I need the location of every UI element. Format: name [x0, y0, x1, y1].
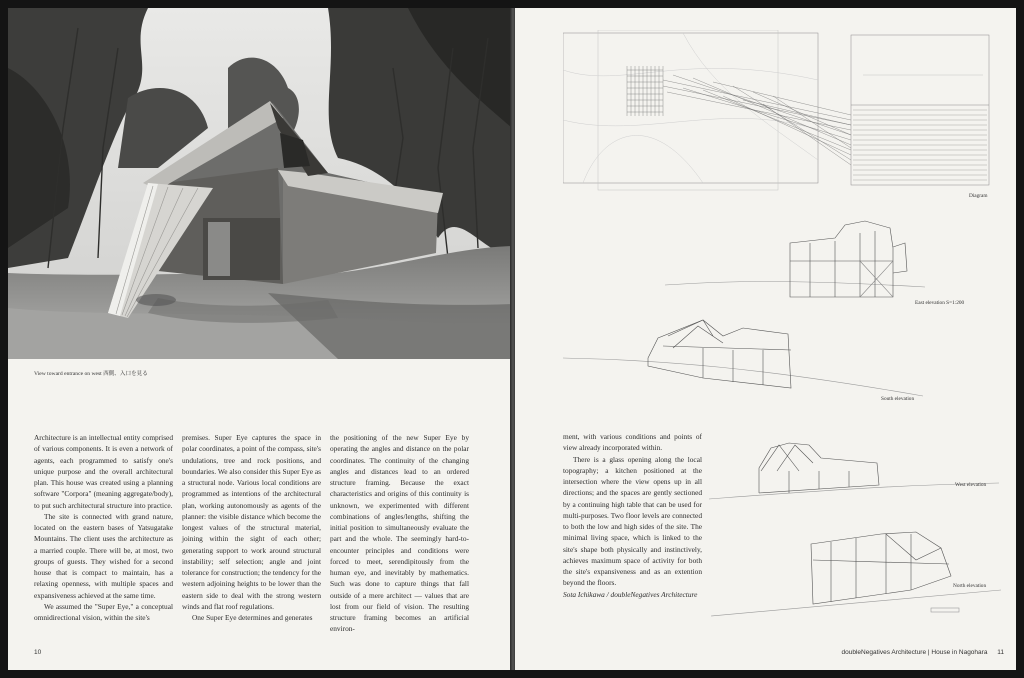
paragraph: Architecture is an intellectual entity comprised of various components. It is even a network of agents, each programmed to satisfy one's unique purpose and the overall architectural plan. This house was created using a planning software "Corpora" (meaning aggregate/body), to put such architectural structure into practice.: [34, 433, 173, 510]
paragraph: There is a glass opening along the local topography; a kitchen positioned at the intersection where the view opens up in all directions; and the spaces are gently sectioned by a continuing high table that can be used for multi-purposes. Two floor levels are connected to both the low and high sides of the site. The minimal living space, which is linked to the site's shape both physically and instinctively, achieves maximum space of activity for both the site's expansiveness and as an extention beyond the floors.: [563, 454, 702, 588]
north-elevation-drawing: [711, 520, 1001, 618]
running-head: doubleNegatives Architecture: [841, 649, 927, 656]
project-title: House in Nagohara: [931, 649, 988, 656]
diagram-label: Diagram: [969, 193, 988, 199]
north-elevation-label: North elevation: [953, 583, 987, 589]
paragraph: ment, with various conditions and points of view already incorporated within.: [563, 432, 702, 453]
page-folio-right: [842, 649, 1004, 656]
west-elevation-label: West elevation: [955, 482, 987, 488]
photo-illustration: [8, 8, 512, 359]
text-column-1: [34, 432, 173, 623]
south-elevation-label: South elevation: [881, 396, 915, 402]
text-column-right: [563, 431, 702, 600]
text-column-3: [330, 432, 469, 635]
right-page: [515, 8, 1016, 670]
south-elevation-drawing: [563, 308, 923, 400]
page-number-left: 10: [34, 649, 42, 656]
paragraph: The site is connected with grand nature, located on the eastern bases of Yatsugatake Mountains. The client uses the architecture as a married couple. There will be, at most, two groups of guests. They wished for a second house that is compact to maintain, has a relaxing openness, with multiple spaces and expansiveness achieved at the same time.: [34, 511, 173, 600]
page-number-right: 11: [997, 649, 1004, 656]
paragraph: premises. Super Eye captures the space in polar coordinates, a point of the compass, site's undulations, tree and rock positions, and boundaries. We also consider this Super Eye as a structural node. Various local conditions are programmed as intentions of the architectural plan, working autonomously as agents of the planner: the visible distance which become the longest values of the structural material, joining within the sight of each other; generating support to work around structural instability; self selection; angle and joint tolerance for construction; the tendency for the western adjoining heights to be lower than the eastern side to deal with the strong western winds and flat roof regulations.: [182, 433, 321, 611]
house-exterior-photo: [8, 8, 512, 359]
paragraph: the positioning of the new Super Eye by operating the angles and distance on the polar coordinates. The continuity of the changing angles and distances lead to an ordered structure framing. Because the exact characteristics and origins of this continuity is unknown, we experimented with different combinations of angles/lengths, shifting the initial position to simultaneously evaluate the part and the whole. The seemingly hard-to-encounter principles and conditions were forced to meet, serendipitously from the human eye, and inevitably by mathematics. Such was done to capture things that fall outside of a mere architect — values that are lost from our field of vision. The resulting structure framing becomes an artificial environ-: [330, 433, 469, 634]
paragraph: We assumed the "Super Eye," a conceptual omnidirectional vision, within the site's: [34, 601, 173, 622]
east-elevation-drawing: [665, 213, 925, 303]
author-signature: Sota Ichikawa / doubleNegatives Architecture: [563, 589, 698, 599]
folio-separator: |: [927, 649, 930, 656]
west-elevation-drawing: [709, 433, 999, 505]
east-elevation-label: East elevation S=1:200: [915, 300, 965, 306]
photo-caption: View toward entrance on west 西側、入口を見る: [34, 371, 148, 377]
corpora-diagram: [563, 30, 993, 192]
text-column-2: [182, 432, 321, 623]
paragraph: One Super Eye determines and generates: [192, 613, 313, 622]
left-page: [8, 8, 512, 670]
